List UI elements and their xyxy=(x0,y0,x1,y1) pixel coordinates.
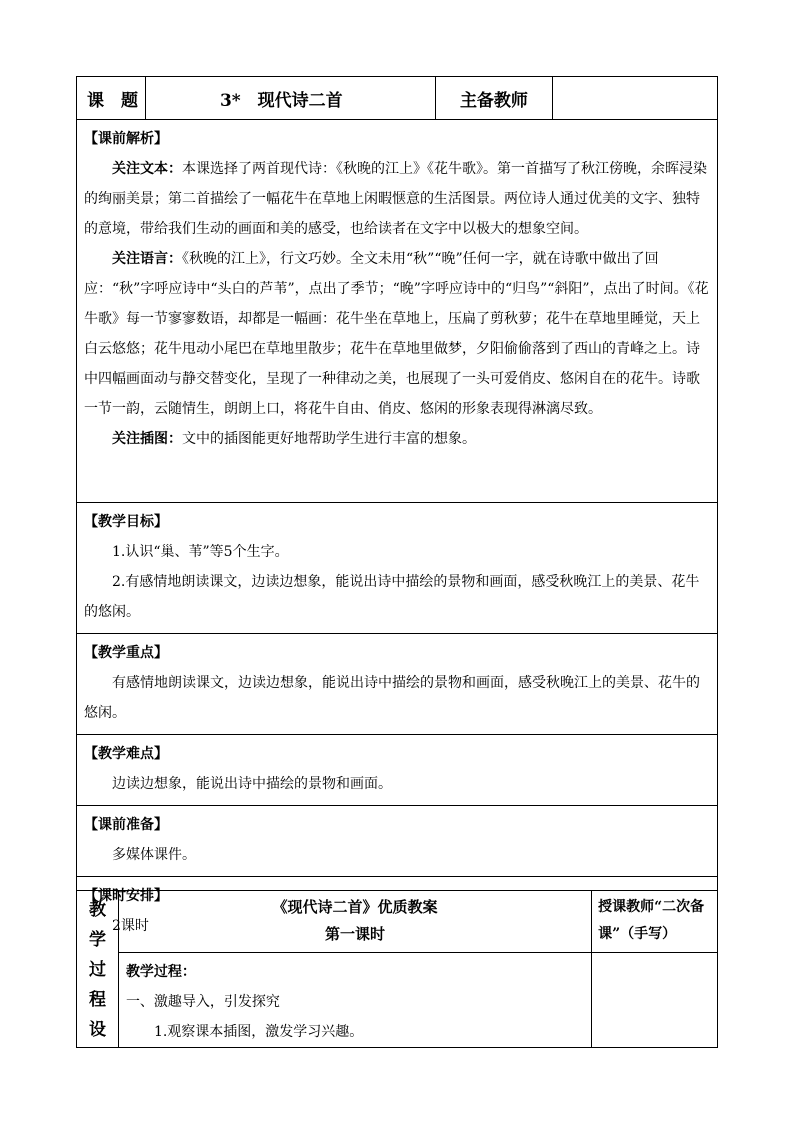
topic-label: 课 题 xyxy=(77,77,146,120)
objective-item: 1.认识“巢、苇”等5个生字。 xyxy=(112,544,289,560)
lesson-info-table xyxy=(76,76,718,947)
illustration-focus-label: 关注插图： xyxy=(112,431,182,447)
language-focus-paragraph xyxy=(84,244,710,424)
vertical-char: 学 xyxy=(88,930,106,950)
process-step: 一、激趣导入，引发探究 xyxy=(125,994,280,1010)
text-focus-paragraph xyxy=(84,154,710,244)
pre-analysis-section xyxy=(77,120,718,503)
teaching-process-table xyxy=(76,890,718,1048)
difficulties-title: 【教学难点】 xyxy=(84,746,168,762)
plan-title: 《现代诗二首》优质教案 xyxy=(272,898,438,916)
plan-title-cell xyxy=(118,891,591,953)
teacher-value xyxy=(553,77,718,120)
vertical-char: 程 xyxy=(88,990,106,1010)
pre-analysis-title: 【课前解析】 xyxy=(84,131,168,147)
text-focus-label: 关注文本： xyxy=(112,161,182,177)
preparation-section xyxy=(77,806,718,877)
text-focus-body: 本课选择了两首现代诗：《秋晚的江上》《花牛歌》。第一首描写了秋江傍晚，余晖浸染的绚丽美景；第二首描绘了一幅花牛在草地上闲暇惬意的生活图景。两位诗人通过优美的文字、独特的意境，带给我们生动的画面和美的感受，也给读者在文字中以极大的想象空间。 xyxy=(84,161,707,237)
language-focus-label: 关注语言： xyxy=(112,251,182,267)
schedule-title: 【课时安排】 xyxy=(84,888,168,904)
lesson-title: 3* 现代诗二首 xyxy=(145,77,435,120)
preparation-body: 多媒体课件。 xyxy=(112,847,196,863)
key-points-title: 【教学重点】 xyxy=(84,645,168,661)
teaching-process-vertical-label xyxy=(77,891,119,1048)
illustration-focus-paragraph xyxy=(84,424,710,454)
vertical-char: 教 xyxy=(88,900,106,920)
process-content xyxy=(118,953,591,1048)
key-points-section xyxy=(77,634,718,735)
difficulties-body: 边读边想象，能说出诗中描绘的景物和画面。 xyxy=(112,776,392,792)
period-title: 第一课时 xyxy=(325,925,386,943)
objectives-title: 【教学目标】 xyxy=(84,514,168,530)
process-label: 教学过程： xyxy=(125,964,196,980)
process-substep: 1.观察课本插图，激发学习兴趣。 xyxy=(153,1024,364,1040)
teacher-label: 主备教师 xyxy=(435,77,553,120)
handwritten-notes-area xyxy=(592,953,718,1048)
vertical-char: 过 xyxy=(88,960,106,980)
difficulties-section xyxy=(77,735,718,806)
objective-item: 2.有感情地朗读课文，边读边想象，能说出诗中描绘的景物和画面，感受秋晚江上的美景、花牛的悠闲。 xyxy=(84,574,700,620)
key-points-body: 有感情地朗读课文，边读边想象，能说出诗中描绘的景物和画面，感受秋晚江上的美景、花牛的悠闲。 xyxy=(84,675,700,721)
illustration-focus-body: 文中的插图能更好地帮助学生进行丰富的想象。 xyxy=(182,431,476,447)
preparation-title: 【课前准备】 xyxy=(84,817,168,833)
schedule-body: 2课时 xyxy=(112,918,149,934)
objectives-section xyxy=(77,503,718,634)
language-focus-body: 《秋晚的江上》，行文巧妙。全文未用“秋”“晚”任何一字，就在诗歌中做出了回应：“秋”字呼应诗中“头白的芦苇”，点出了季节；“晚”字呼应诗中的“归鸟”“斜阳”，点出了时间。《花牛歌》每一节寥寥数语，却都是一幅画：花牛坐在草地上，压扁了剪秋萝；花牛在草地里睡觉，天上白云悠悠；花牛甩动小尾巴在草地里散步；花牛在草地里做梦，夕阳偷偷落到了西山的青峰之上。诗中四幅画面动与静交替变化，呈现了一种律动之美，也展现了一头可爱俏皮、悠闲自在的花牛。诗歌一节一韵，云随情生，朗朗上口，将花牛自由、俏皮、悠闲的形象表现得淋漓尽致。 xyxy=(84,251,709,417)
second-preparation-header: 授课教师“二次备课”（手写） xyxy=(592,891,718,953)
vertical-char: 设 xyxy=(88,1020,106,1040)
